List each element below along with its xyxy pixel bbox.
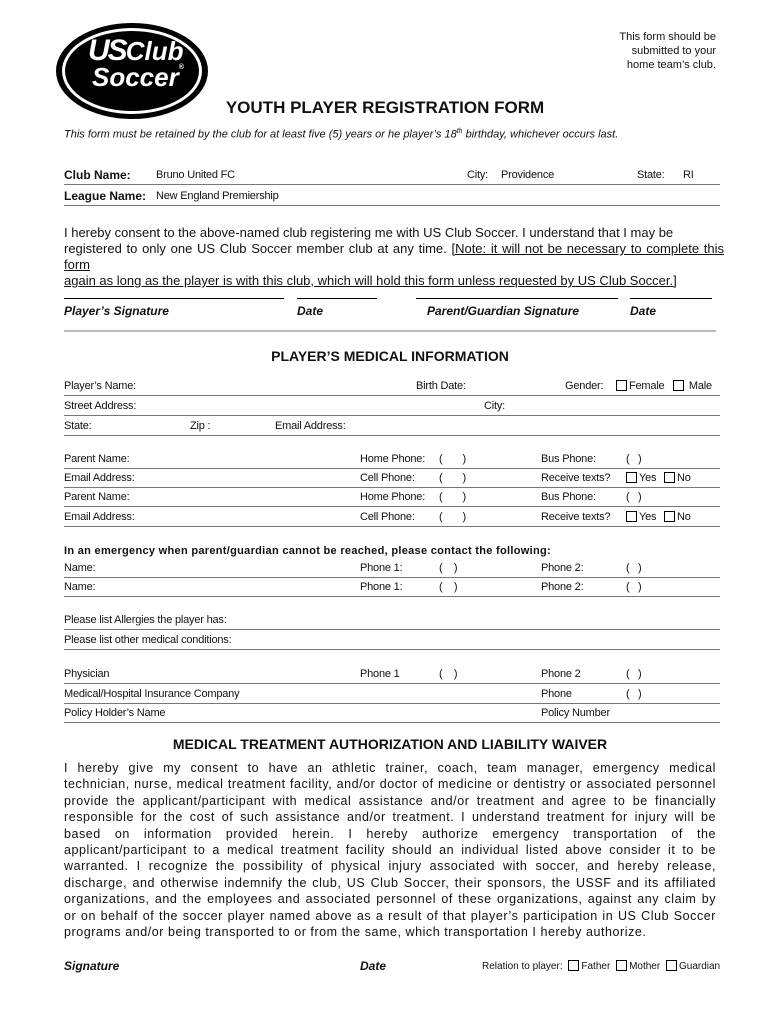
parent-signature-line[interactable]	[416, 298, 618, 299]
parent-name-label: Parent Name:	[64, 453, 130, 465]
waiver-line: technician, nurse, medical treatment facility, and/or doctor of medicine or dentistry or associated personnel	[64, 777, 716, 792]
cell-phone-field[interactable]: ( )	[439, 472, 466, 484]
phone1-label: Phone 1:	[360, 562, 403, 574]
physician-phone1-field[interactable]: ( )	[439, 668, 458, 680]
divider	[64, 649, 720, 650]
retention-note-text: This form must be retained by the club for at least five (5) years or he player’s 18	[64, 128, 457, 141]
father-label: Father	[581, 961, 611, 972]
player-signature-line[interactable]	[64, 298, 284, 299]
male-label: Male	[688, 380, 712, 392]
home-phone-label: Home Phone:	[360, 491, 426, 503]
divider	[64, 435, 720, 436]
divider	[64, 629, 720, 630]
retention-note-sup: th	[456, 128, 463, 135]
waiver-line: applicant/participant to a medical treatment facility should an individual listed above consider it to be	[64, 843, 716, 858]
cell-phone-field[interactable]: ( )	[439, 511, 466, 523]
divider	[64, 415, 720, 416]
divider	[64, 596, 720, 597]
divider	[64, 395, 720, 396]
logo-text-soccer: Soccer	[92, 62, 179, 92]
texts-yes-option[interactable]	[626, 511, 656, 523]
city-label: City:	[484, 400, 506, 412]
guardian-label: Guardian	[678, 961, 721, 972]
mother-label: Mother	[629, 961, 661, 972]
female-option[interactable]	[616, 380, 664, 392]
players-name-label: Player’s Name:	[64, 380, 136, 392]
divider	[64, 468, 720, 469]
league-name-field[interactable]: New England Premiership	[156, 190, 279, 202]
retention-note-text-end: birthday, whichever occurs last.	[462, 128, 619, 141]
allergies-label: Please list Allergies the player has:	[64, 614, 227, 626]
relation-label: Relation to player:	[482, 961, 563, 972]
club-name-label: Club Name:	[64, 168, 131, 182]
no-checkbox[interactable]	[664, 511, 675, 522]
note-line: This form should be	[619, 31, 716, 43]
yes-checkbox[interactable]	[626, 511, 637, 522]
waiver-line: responsible for the cost of such assistance and/or treatment. I understand treatment for injury will be	[64, 810, 716, 825]
date-line[interactable]	[630, 298, 712, 299]
divider	[64, 205, 720, 206]
insurance-phone-label: Phone	[541, 688, 572, 700]
waiver-line: warranted. I recognize the possibility of physical injury associated with soccer, and hereby release,	[64, 859, 716, 874]
phone2-label: Phone 2:	[541, 581, 584, 593]
phone2-field[interactable]: ( )	[626, 581, 642, 593]
parent-name-label: Parent Name:	[64, 491, 130, 503]
divider	[64, 577, 720, 578]
submission-note	[619, 30, 716, 72]
father-checkbox[interactable]	[568, 960, 579, 971]
consent-line: I hereby consent to the above-named club registering me with US Club Soccer. I understand that I may be	[64, 225, 674, 240]
insurance-label: Medical/Hospital Insurance Company	[64, 688, 240, 700]
consent-paragraph	[64, 225, 724, 289]
emergency-name-label: Name:	[64, 562, 96, 574]
cell-phone-label: Cell Phone:	[360, 472, 415, 484]
club-name-field[interactable]: Bruno United FC	[156, 169, 235, 181]
cell-phone-label: Cell Phone:	[360, 511, 415, 523]
emergency-heading: In an emergency when parent/guardian cannot be reached, please contact the following:	[64, 545, 551, 557]
date-label: Date	[297, 304, 324, 318]
consent-line: registered to only one US Club Soccer member club at any time.	[64, 241, 452, 256]
physician-label: Physician	[64, 668, 110, 680]
guardian-checkbox[interactable]	[666, 960, 677, 971]
physician-phone1-label: Phone 1	[360, 668, 400, 680]
logo-text-club: Club	[125, 36, 184, 66]
bus-phone-label: Bus Phone:	[541, 453, 596, 465]
logo-text-us: US	[88, 34, 126, 67]
phone1-field[interactable]: ( )	[439, 581, 458, 593]
home-phone-field[interactable]: ( )	[439, 491, 466, 503]
bus-phone-label: Bus Phone:	[541, 491, 596, 503]
no-checkbox[interactable]	[664, 472, 675, 483]
state-label: State:	[64, 420, 92, 432]
phone2-label: Phone 2:	[541, 562, 584, 574]
state-field[interactable]: RI	[683, 169, 694, 181]
phone1-field[interactable]: ( )	[439, 562, 458, 574]
form-title: YOUTH PLAYER REGISTRATION FORM	[225, 98, 545, 117]
parent-signature-label: Parent/Guardian Signature	[427, 304, 580, 318]
waiver-line: organizations, and the employees and associated personnel of these organizations, against any claim by	[64, 892, 716, 907]
male-checkbox[interactable]	[673, 380, 684, 391]
city-field[interactable]: Providence	[501, 169, 555, 181]
date-label: Date	[630, 304, 657, 318]
city-label: City:	[467, 169, 489, 181]
zip-label: Zip :	[190, 420, 211, 432]
birth-date-label: Birth Date:	[416, 380, 466, 392]
email-address-label: Email Address:	[64, 511, 135, 523]
divider	[64, 506, 720, 507]
email-address-label: Email Address:	[275, 420, 346, 432]
no-label: No	[677, 511, 691, 523]
waiver-signature-label: Signature	[64, 959, 120, 973]
relation-to-player	[482, 960, 720, 972]
note-line: home team’s club.	[626, 59, 716, 71]
note-line: submitted to your	[631, 45, 716, 57]
waiver-line: based on information provided herein. I hereby authorize emergency transportation of the	[64, 826, 716, 841]
divider	[64, 722, 720, 723]
female-label: Female	[629, 380, 665, 392]
divider	[64, 683, 720, 684]
yes-label: Yes	[639, 511, 657, 523]
policy-holder-label: Policy Holder’s Name	[64, 707, 166, 719]
divider	[64, 184, 720, 185]
league-name-label: League Name:	[64, 189, 147, 203]
waiver-line: I hereby give my consent to have an athletic trainer, coach, team manager, emergency medical	[64, 761, 716, 775]
waiver-line: or on behalf of the soccer player named above as a result of that player’s participation in US Club Soccer	[64, 908, 716, 923]
section-divider	[64, 330, 716, 332]
players-signature-label: Player’s Signature	[64, 304, 169, 318]
other-conditions-label: Please list other medical conditions:	[64, 634, 232, 646]
logo-reg-mark: ®	[178, 64, 184, 71]
street-address-label: Street Address:	[64, 400, 137, 412]
home-phone-field[interactable]: ( )	[439, 453, 466, 465]
state-label: State:	[637, 169, 665, 181]
email-address-label: Email Address:	[64, 472, 135, 484]
consent-note: again as long as the player is with this club, which will hold this form unless requested by US Club Soccer.]	[64, 273, 677, 288]
waiver-line: programs and/or being transported to or from the same, which transportation I hereby authorize.	[64, 925, 647, 940]
medical-heading: PLAYER’S MEDICAL INFORMATION	[271, 348, 509, 364]
receive-texts-label: Receive texts?	[541, 511, 611, 523]
waiver-date-label: Date	[360, 959, 387, 973]
receive-texts-label: Receive texts?	[541, 472, 611, 484]
yes-label: Yes	[639, 472, 657, 484]
divider	[64, 487, 720, 488]
retention-note	[64, 128, 618, 141]
no-label: No	[677, 472, 691, 484]
home-phone-label: Home Phone:	[360, 453, 426, 465]
female-checkbox[interactable]	[616, 380, 627, 391]
yes-checkbox[interactable]	[626, 472, 637, 483]
divider	[64, 526, 720, 527]
divider	[64, 703, 720, 704]
bus-phone-field[interactable]: ( )	[626, 453, 642, 465]
phone2-field[interactable]: ( )	[626, 562, 642, 574]
texts-yes-option[interactable]	[626, 472, 656, 484]
bus-phone-field[interactable]: ( )	[626, 491, 642, 503]
phone1-label: Phone 1:	[360, 581, 403, 593]
waiver-paragraph	[64, 760, 716, 940]
physician-phone2-label: Phone 2	[541, 668, 581, 680]
consent-note: [Note: it will not be necessary to complete this form	[64, 241, 724, 272]
insurance-phone-field[interactable]: ( )	[626, 688, 642, 700]
gender-label: Gender:	[565, 380, 604, 392]
emergency-name-label: Name:	[64, 581, 96, 593]
physician-phone2-field[interactable]: ( )	[626, 668, 642, 680]
waiver-heading: MEDICAL TREATMENT AUTHORIZATION AND LIABILITY WAIVER	[172, 736, 608, 752]
policy-number-label: Policy Number	[541, 707, 610, 719]
waiver-line: provide the applicant/participant with medical assistance and/or treatment and agree to be financially	[64, 793, 716, 808]
waiver-line: discharge, and otherwise indemnify the club, US Club Soccer, their sponsors, the USSF and its affiliated	[64, 875, 716, 890]
texts-no-option[interactable]	[664, 511, 691, 523]
texts-no-option[interactable]	[664, 472, 691, 484]
male-option[interactable]	[673, 380, 712, 392]
mother-checkbox[interactable]	[616, 960, 627, 971]
date-line[interactable]	[297, 298, 377, 299]
